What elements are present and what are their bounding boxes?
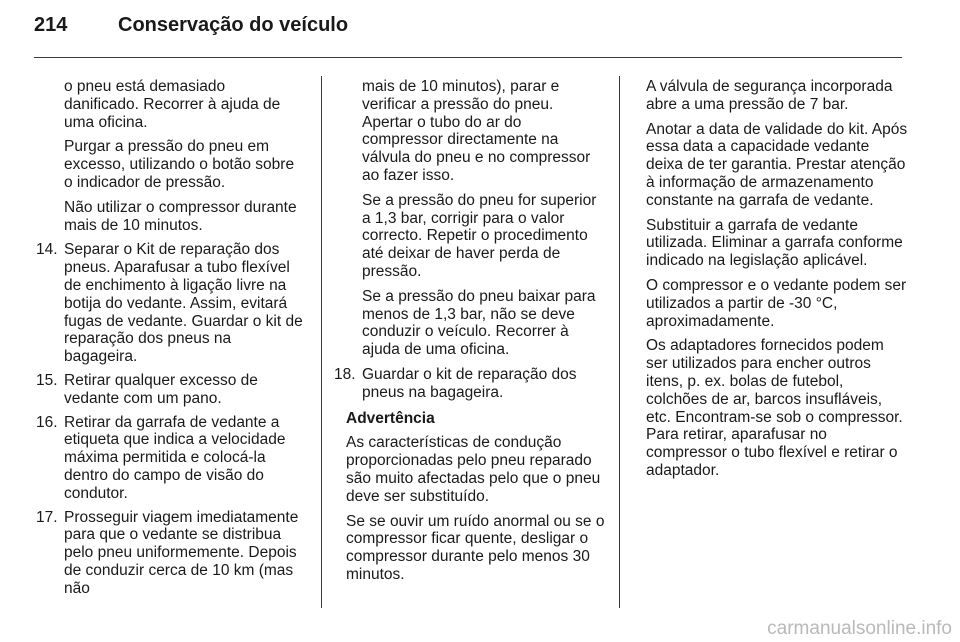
- warning-box: [334, 410, 606, 584]
- list-item-text: Prosseguir viagem imediatamente para que o vedante se distribua pelo pneu uniformemente. Depois de conduzir cerca de 10 km (mas não: [64, 508, 299, 597]
- replace-bottle-paragraph: Substituir a garrafa de vedante utilizada. Eliminar a garrafa conforme indicado na legislação aplicável.: [646, 216, 903, 270]
- expiry-paragraph: Anotar a data de validade do kit. Após essa data a capacidade vedante deixa de ter garantia. Prestar atenção à informação de armazenamento constante na garrafa de vedante.: [646, 120, 908, 209]
- section-title: Conservação do veículo: [118, 14, 349, 36]
- list-item-text: Retirar da garrafa de vedante a etiqueta que indica a velocidade máxima permitida e colocá-la dentro do campo de visão do condutor.: [64, 413, 286, 502]
- list-item-18: [334, 366, 606, 402]
- purge-paragraph: Purgar a pressão do pneu em excesso, utilizando o botão sobre o indicador de pressão.: [64, 138, 295, 191]
- warning-paragraph-1: As características de condução proporcionadas pelo pneu reparado são muito afectadas pelo que o pneu deve ser substituído.: [346, 434, 601, 505]
- list-number: 15.: [36, 371, 58, 389]
- pressure-high-paragraph: Se a pressão do pneu for superior a 1,3 bar, corrigir para o valor correcto. Repetir o procedimento até deixar de haver perda de pressão.: [362, 191, 597, 280]
- warning-title: Advertência: [346, 409, 435, 427]
- safety-valve-paragraph: A válvula de segurança incorporada abre a uma pressão de 7 bar.: [646, 78, 893, 113]
- column-2: [334, 78, 606, 591]
- continued-paragraph: o pneu está demasiado danificado. Recorrer à ajuda de uma oficina.: [64, 78, 281, 131]
- continued-paragraph: mais de 10 minutos), parar e verificar a pressão do pneu. Apertar o tubo do ar do compressor directamente na válvula do pneu e no compressor ao fazer isso.: [362, 78, 591, 184]
- column-divider: [321, 76, 322, 608]
- list-number: 14.: [36, 241, 58, 259]
- temperature-paragraph: O compressor e o vedante podem ser utilizados a partir de -30 °C, aproximadamente.: [646, 276, 907, 330]
- pressure-low-paragraph: Se a pressão do pneu baixar para menos de 1,3 bar, não se deve conduzir o veículo. Recorrer à ajuda de uma oficina.: [362, 287, 596, 359]
- list-item-text: Retirar qualquer excesso de vedante com um pano.: [64, 371, 258, 407]
- watermark: carmanualsonline.info: [767, 618, 952, 639]
- list-item-text: Separar o Kit de reparação dos pneus. Aparafusar a tubo flexível de enchimento à ligação livre na botija do vedante. Assim, evitará fugas de vedante. Guardar o kit de reparação dos pneus na bagageira.: [64, 241, 303, 366]
- list-item-14: [36, 241, 304, 366]
- list-number: 16.: [36, 413, 58, 431]
- column-1: [36, 78, 304, 604]
- column-3: [646, 78, 908, 487]
- column-divider: [619, 76, 620, 608]
- list-number: 17.: [36, 508, 58, 526]
- list-item-15: [36, 372, 304, 408]
- page-number: 214: [34, 14, 68, 36]
- header-rule: [34, 57, 902, 58]
- list-item-text: Guardar o kit de reparação dos pneus na bagageira.: [362, 365, 577, 401]
- compressor-time-paragraph: Não utilizar o compressor durante mais de 10 minutos.: [64, 198, 297, 234]
- list-item-16: [36, 414, 304, 503]
- list-item-17: [36, 509, 304, 598]
- list-number: 18.: [334, 365, 356, 383]
- adapters-paragraph: Os adaptadores fornecidos podem ser utilizados para encher outros itens, p. ex. bolas de futebol, colchões de ar, barcos insufláveis, etc. Encontram-se sob o compressor. Para retirar, aparafusar no compressor o tubo flexível e retirar o adaptador.: [646, 337, 903, 479]
- warning-paragraph-2: Se se ouvir um ruído anormal ou se o compressor ficar quente, desligar o compressor durante pelo menos 30 minutos.: [346, 512, 605, 583]
